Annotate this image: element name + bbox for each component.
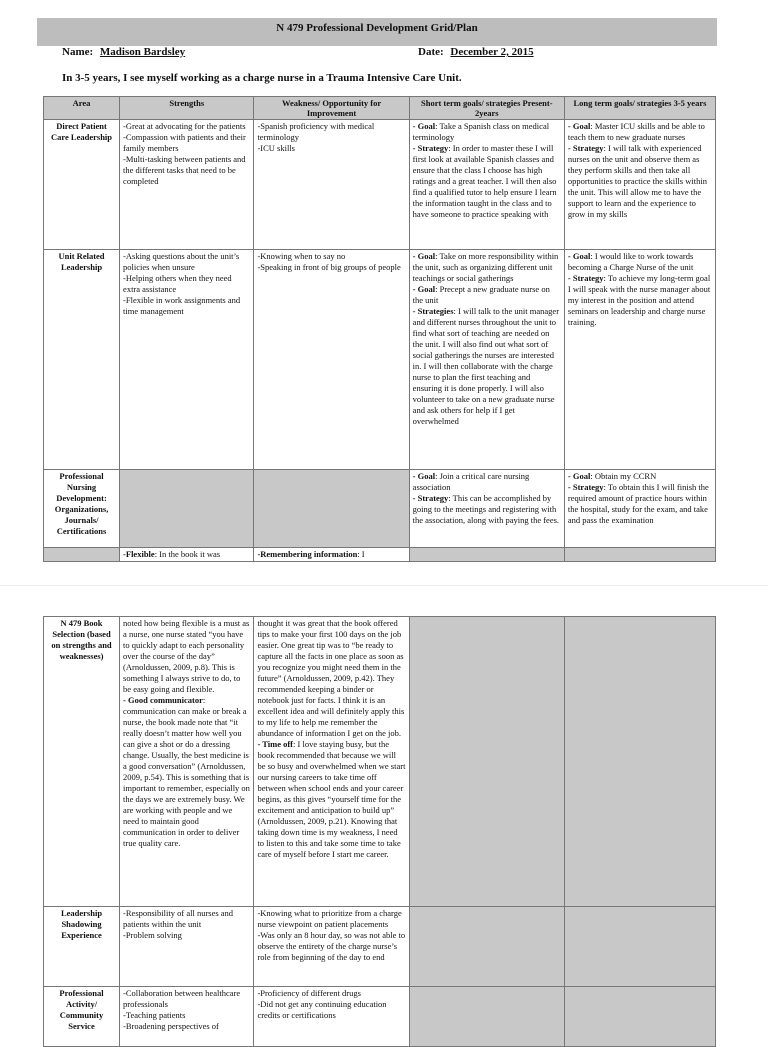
strength-text: : communication can make or break a nurse, the book made note that “it really doesn’t matter how well you can give a shot or do a dressing change. Usually, the best medicine is a good conversation” (Arnoldussen, 2009, p.54). This is something that is important to remember, especially on the days we are extremely busy. We are working with people and we need to maintain good communication in order to deliver true quality care. [123, 695, 250, 848]
goal-text: : Master ICU skills and be able to teach them to new graduate nurses [567, 121, 705, 142]
strategy-text: : I will talk to the unit manager and different nurses throughout the unit to find what sort of teaching are needed on the unit. I will also find out what sort of social gatherings the nurses are interested in. I will then collaborate with the charge nurse to plan the first teaching and ensuring it is done properly. I will also volunteer to take on a new graduate nurse and ask others for help if I get overwhelmed [412, 306, 560, 426]
short-term-cell [409, 250, 564, 470]
weakness-text: : I love staying busy, but the book recommended that because we will be so busy and overwhelmed when we start our nursing careers to take time off between when school ends and your career begins, as this gives “yourself time for the excitement and anticipation to build up” (Arnoldussen, 2009, p.21). Knowing that taking down time is my weakness, I need to listen to this and take some time to take care of myself before I start me career. [257, 739, 406, 859]
list-item: -Knowing what to prioritize from a charge nurse viewpoint on patient placements [257, 908, 402, 929]
empty-cell [254, 470, 409, 548]
empty-cell [564, 548, 715, 562]
list-item: -Great at advocating for the patients [123, 121, 246, 131]
date-value: December 2, 2015 [450, 46, 534, 58]
weakness-cell [254, 617, 409, 907]
list-item: -Asking questions about the unit’s policies when unsure [123, 251, 240, 272]
long-term-cell [564, 250, 715, 470]
list-item: -Helping others when they need extra assistance [123, 273, 232, 294]
col-header-long-term: Long term goals/ strategies 3-5 years [564, 97, 715, 120]
strength-label: - Good communicator [123, 695, 203, 705]
strengths-cell [120, 120, 254, 250]
list-item [413, 493, 561, 526]
long-term-cell [564, 470, 715, 548]
list-item: -Collaboration between healthcare professionals [123, 988, 241, 1009]
short-term-cell [409, 120, 564, 250]
goal-text: : Take a Spanish class on medical terminology [412, 121, 550, 142]
weakness-cell [254, 250, 409, 470]
vision-statement: In 3-5 years, I see myself working as a charge nurse in a Trauma Intensive Care Unit. [62, 72, 462, 84]
strengths-cell [120, 250, 254, 470]
strategy-label: - Strategies [412, 306, 454, 316]
list-item: -Teaching patients [123, 1010, 186, 1020]
goal-text: : Take on more responsibility within the unit, such as organizing different unit teachings or social gatherings [412, 251, 559, 283]
strategy-text: : To achieve my long-term goal I will speak with the nurse manager about my interest in the position and attend seminars on leadership and charge nurse training. [567, 273, 711, 327]
list-item [568, 273, 712, 328]
goal-text: : Join a critical care nursing association [412, 471, 530, 492]
weakness-cell [254, 987, 409, 1047]
strengths-cell [120, 907, 254, 987]
goal-text: : I would like to work towards becoming a Charge Nurse of the unit [567, 251, 694, 272]
empty-cell [409, 617, 564, 907]
goal-label: - Goal [412, 471, 436, 481]
list-item [413, 306, 561, 427]
table-row [44, 120, 716, 250]
empty-cell [120, 470, 254, 548]
list-item: -Proficiency of different drugs [257, 988, 361, 998]
strengths-cell [120, 617, 254, 907]
goal-label: - Goal [567, 121, 591, 131]
list-item: -Responsibility of all nurses and patients within the unit [123, 908, 234, 929]
date-line [418, 46, 534, 58]
area-cell: Direct Patient Care Leadership [44, 120, 120, 250]
area-cell: Leadership Shadowing Experience [44, 907, 120, 987]
table-row [44, 987, 716, 1047]
header-row [44, 97, 716, 120]
table-row [44, 617, 716, 907]
area-cell: Professional Nursing Development: Organizations, Journals/ Certifications [44, 470, 120, 548]
list-item: -ICU skills [257, 143, 295, 153]
weakness-cell [254, 548, 409, 562]
strength-text: : In the book it was [154, 549, 221, 559]
table-row [44, 548, 716, 562]
weakness-label: -Remembering information [257, 549, 358, 559]
short-term-cell [409, 470, 564, 548]
list-item [413, 284, 561, 306]
goal-text: : Precept a new graduate nurse on the unit [412, 284, 550, 305]
list-item: -Spanish proficiency with medical terminology [257, 121, 375, 142]
weakness-text: : I [357, 549, 365, 559]
strategy-label: - Strategy [412, 143, 449, 153]
col-header-strengths: Strengths [120, 97, 254, 120]
goal-label: - Goal [412, 251, 436, 261]
list-item: -Speaking in front of big groups of people [257, 262, 401, 272]
list-item: -Knowing when to say no [257, 251, 346, 261]
list-item: -Compassion with patients and their family members [123, 132, 246, 153]
strategy-text: : In order to master these I will first look at available Spanish classes and ensure that the class I choose has high ratings and a great teacher. I will then also find a qualified tutor to help ensure I learn the information taught in the class and to have someone to practice speaking with [412, 143, 557, 219]
empty-cell [564, 987, 715, 1047]
goal-label: - Goal [567, 471, 591, 481]
list-item [568, 482, 712, 526]
area-cell: Unit Related Leadership [44, 250, 120, 470]
table-row [44, 907, 716, 987]
goal-label: - Goal [412, 284, 436, 294]
strength-text: noted how being flexible is a must as a nurse, one nurse stated “you have to quickly adapt to each personality over the course of the day” (Arnoldussen, 2009, p.8). This is something I always strive to do, to be easy going and flexible. [123, 618, 250, 694]
development-grid-table-continued [43, 616, 716, 1047]
list-item [568, 143, 712, 220]
list-item: -Was only an 8 hour day, so was not able to observe the entirety of the charge nurse’s role from beginning of the day to end [257, 930, 406, 962]
strategy-label: - Strategy [567, 143, 604, 153]
empty-cell [409, 987, 564, 1047]
list-item: -Problem solving [123, 930, 182, 940]
table-row [44, 470, 716, 548]
strengths-cell [120, 548, 254, 562]
list-item [413, 121, 561, 143]
weakness-cell [254, 120, 409, 250]
page-2 [0, 585, 768, 1031]
list-item: -Multi-tasking between patients and the different tasks that need to be completed [123, 154, 246, 186]
list-item [413, 251, 561, 284]
list-item [257, 618, 405, 739]
strategy-label: - Strategy [412, 493, 449, 503]
list-item [568, 121, 712, 143]
weakness-label: - Time off [257, 739, 294, 749]
list-item [257, 739, 405, 860]
table-row [44, 250, 716, 470]
goal-label: - Goal [567, 251, 591, 261]
document-title: N 479 Professional Development Grid/Plan [37, 18, 717, 46]
strategy-label: - Strategy [567, 273, 604, 283]
goal-text: : Obtain my CCRN [590, 471, 657, 481]
list-item [413, 471, 561, 493]
strengths-cell [120, 987, 254, 1047]
name-value: Madison Bardsley [99, 46, 186, 58]
name-line [62, 46, 185, 58]
col-header-weakness: Weakness/ Opportunity for Improvement [254, 97, 409, 120]
list-item [568, 471, 712, 482]
name-label: Name: [62, 46, 94, 58]
list-item: -Did not get any continuing education credits or certifications [257, 999, 387, 1020]
date-label: Date: [418, 46, 444, 58]
weakness-text: thought it was great that the book offered tips to make your first 100 days on the job easier. One great tip was to “be ready to capture all the facts in one place as soon as you recognize you might need them in the future” (Arnoldussen, 2009, p.42). They recommended keeping a binder or notebook just for facts. I think it is an excellent idea and will definitely apply this to my life to help me remember the abundance of information I get on the job. [257, 618, 405, 738]
long-term-cell [564, 120, 715, 250]
strategy-text: : To obtain this I will finish the required amount of practice hours within the hospital, study for the exam, and take and pass the examination [567, 482, 709, 525]
weakness-cell [254, 907, 409, 987]
empty-cell [564, 617, 715, 907]
list-item: -Broadening perspectives of [123, 1021, 219, 1031]
empty-cell [44, 548, 120, 562]
strategy-text: : This can be accomplished by going to the meetings and registering with the association, along with paying the fees. [412, 493, 560, 525]
strategy-text: : I will talk with experienced nurses on the unit and observe them as they perform skills and then take all opportunities to practice the skills within the unit. This will allow me to have the support to learn and the experience to grow in my skills [567, 143, 707, 219]
strength-label: -Flexible [123, 549, 155, 559]
list-item [568, 251, 712, 273]
goal-label: - Goal [412, 121, 436, 131]
strategy-label: - Strategy [567, 482, 604, 492]
list-item [123, 695, 250, 849]
empty-cell [409, 548, 564, 562]
col-header-short-term: Short term goals/ strategies Present-2years [409, 97, 564, 120]
development-grid-table [43, 96, 716, 562]
col-header-area: Area [44, 97, 120, 120]
area-cell: Professional Activity/ Community Service [44, 987, 120, 1047]
empty-cell [564, 907, 715, 987]
list-item [413, 143, 561, 220]
area-cell: N 479 Book Selection (based on strengths and weaknesses) [44, 617, 120, 907]
list-item: -Flexible in work assignments and time management [123, 295, 241, 316]
empty-cell [409, 907, 564, 987]
list-item [123, 618, 250, 695]
